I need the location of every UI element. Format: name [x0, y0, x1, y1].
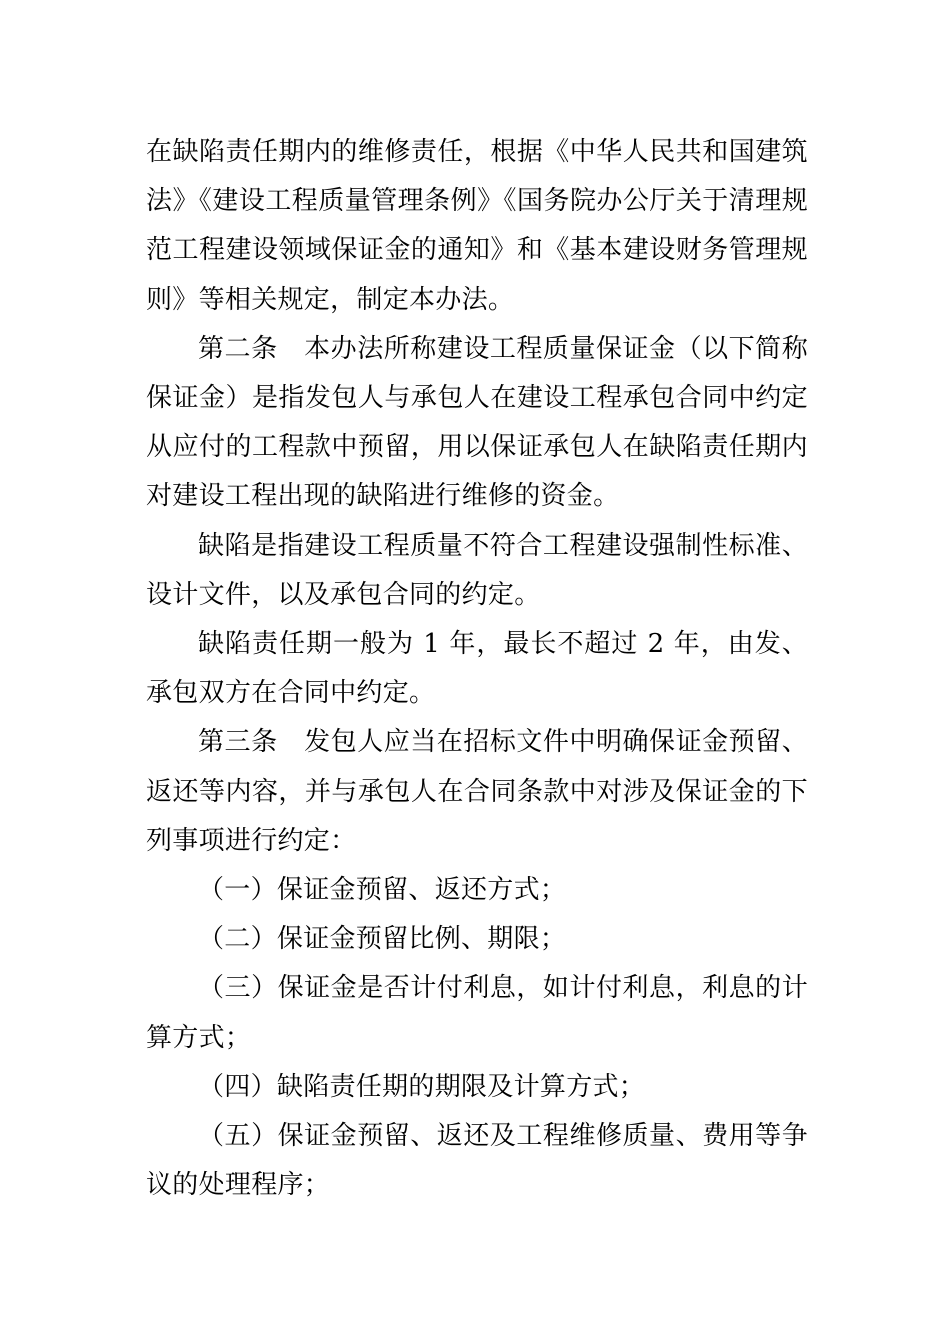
- document-body: [146, 128, 808, 1210]
- list-item-1: （一）保证金预留、返还方式；: [198, 875, 567, 906]
- paragraph-article-3: 第三条 发包人应当在招标文件中明确保证金预留、返还等内容，并与承包人在合同条款中对涉及保证金的下列事项进行约定：: [146, 727, 808, 856]
- paragraph-defect-definition: 缺陷是指建设工程质量不符合工程建设强制性标准、设计文件，以及承包合同的约定。: [146, 530, 808, 610]
- paragraph-continuation: 在缺陷责任期内的维修责任，根据《中华人民共和国建筑法》《建设工程质量管理条例》《国务院办公厅关于清理规范工程建设领域保证金的通知》和《基本建设财务管理规则》等相关规定，制定本办法。: [146, 137, 808, 315]
- list-item-2: （二）保证金预留比例、期限；: [198, 924, 567, 955]
- paragraph-defect-period: 缺陷责任期一般为 1 年，最长不超过 2 年，由发、承包双方在合同中约定。: [146, 629, 808, 709]
- list-item-5: （五）保证金预留、返还及工程维修质量、费用等争议的处理程序；: [146, 1121, 808, 1201]
- list-item-4: （四）缺陷责任期的期限及计算方式；: [198, 1071, 646, 1102]
- paragraph-article-2: 第二条 本办法所称建设工程质量保证金（以下简称保证金）是指发包人与承包人在建设工程承包合同中约定从应付的工程款中预留，用以保证承包人在缺陷责任期内对建设工程出现的缺陷进行维修的资金。: [146, 333, 808, 512]
- list-item-3: （三）保证金是否计付利息，如计付利息，利息的计算方式；: [146, 973, 808, 1053]
